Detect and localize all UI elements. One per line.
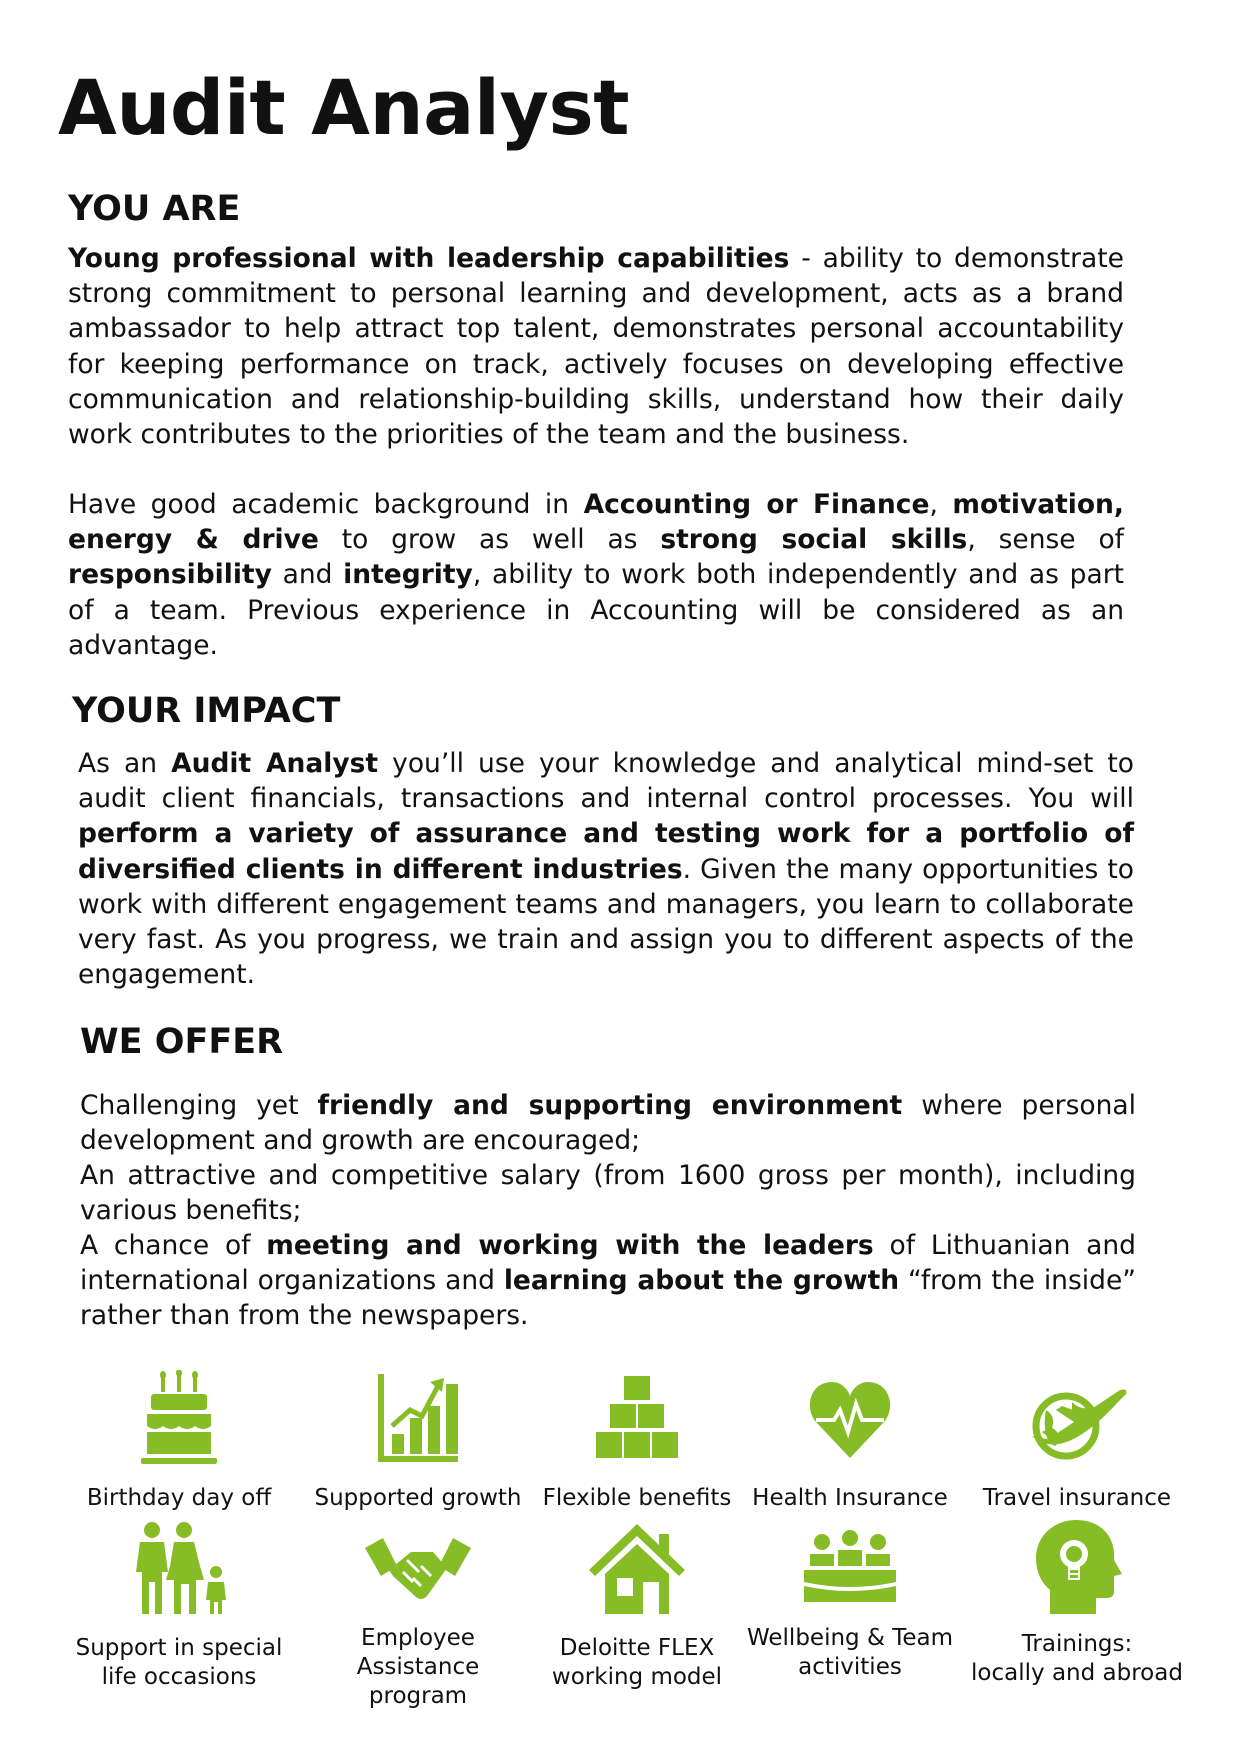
benefit-employee-assistance xyxy=(303,1530,533,1711)
you-are-paragraph-2: Have good academic background in Accounting or Finance, motivation, energy & drive to grow as well as strong social skills, sense of responsibility and integrity, ability to work both independently and as part of a team. Previous experience in Accounting will be considered as an advantage. xyxy=(68,489,1124,661)
benefit-label: Trainings: locally and abroad xyxy=(971,1631,1183,1686)
we-offer-item-1: Challenging yet friendly and supporting environment where personal development and growth are encouraged; xyxy=(80,1090,1136,1157)
benefit-supported-growth xyxy=(303,1370,533,1513)
benefit-label: Employee Assistance program xyxy=(356,1625,480,1709)
benefit-birthday xyxy=(64,1370,294,1513)
benefit-trainings xyxy=(962,1516,1192,1688)
page-title: Audit Analyst xyxy=(58,63,630,152)
benefit-label: Wellbeing & Team activities xyxy=(747,1625,953,1680)
benefit-wellbeing xyxy=(735,1530,965,1682)
benefit-health xyxy=(735,1370,965,1513)
birthday-cake-icon xyxy=(139,1370,219,1470)
benefit-label: Flexible benefits xyxy=(542,1485,732,1511)
head-lightbulb-icon xyxy=(1032,1516,1122,1616)
stacked-boxes-icon xyxy=(592,1370,682,1470)
handshake-icon xyxy=(363,1530,473,1610)
benefit-label: Travel insurance xyxy=(982,1485,1172,1511)
your-impact-heading: YOUR IMPACT xyxy=(72,691,341,731)
benefit-label: Birthday day off xyxy=(86,1485,272,1511)
your-impact-paragraph: As an Audit Analyst you’ll use your knowledge and analytical mind-set to audit client financials, transactions and internal control processes. You will perform a variety of assurance and testing work for a portfolio of diversified clients in different industries. Given the many opportunities to work with different engagement teams and managers, you learn to collaborate very fast. As you progress, we train and assign you to different aspects of the engagement. xyxy=(78,748,1135,991)
benefit-label: Support in special life occasions xyxy=(75,1635,283,1690)
benefit-label: Supported growth xyxy=(314,1485,522,1511)
heart-pulse-icon xyxy=(808,1370,892,1470)
globe-plane-icon xyxy=(1022,1370,1132,1470)
family-icon xyxy=(124,1520,234,1620)
benefit-travel xyxy=(962,1370,1192,1513)
you-are-heading: YOU ARE xyxy=(68,189,241,229)
benefit-label: Health Insurance xyxy=(752,1485,948,1511)
house-icon xyxy=(587,1520,687,1620)
benefit-label: Deloitte FLEX working model xyxy=(551,1635,723,1690)
we-offer-item-2: An attractive and competitive salary (from 1600 gross per month), including various benefits; xyxy=(80,1160,1136,1227)
you-are-paragraph-1: Young professional with leadership capabilities - ability to demonstrate strong commitment to personal learning and development, acts as a brand ambassador to help attract top talent, demonstrates personal accountability for keeping performance on track, actively focuses on developing effective communication and relationship-building skills, understand how their daily work contributes to the priorities of the team and the business. xyxy=(68,243,1124,451)
benefit-special-occasions xyxy=(64,1520,294,1692)
we-offer-item-3: A chance of meeting and working with the leaders of Lithuanian and international organizations and learning about the growth “from the inside” rather than from the newspapers. xyxy=(80,1230,1137,1332)
team-icon xyxy=(800,1530,900,1610)
benefit-flex-working xyxy=(522,1520,752,1692)
benefit-flexible xyxy=(522,1370,752,1513)
we-offer-heading: WE OFFER xyxy=(80,1022,284,1062)
growth-chart-icon xyxy=(376,1370,460,1470)
